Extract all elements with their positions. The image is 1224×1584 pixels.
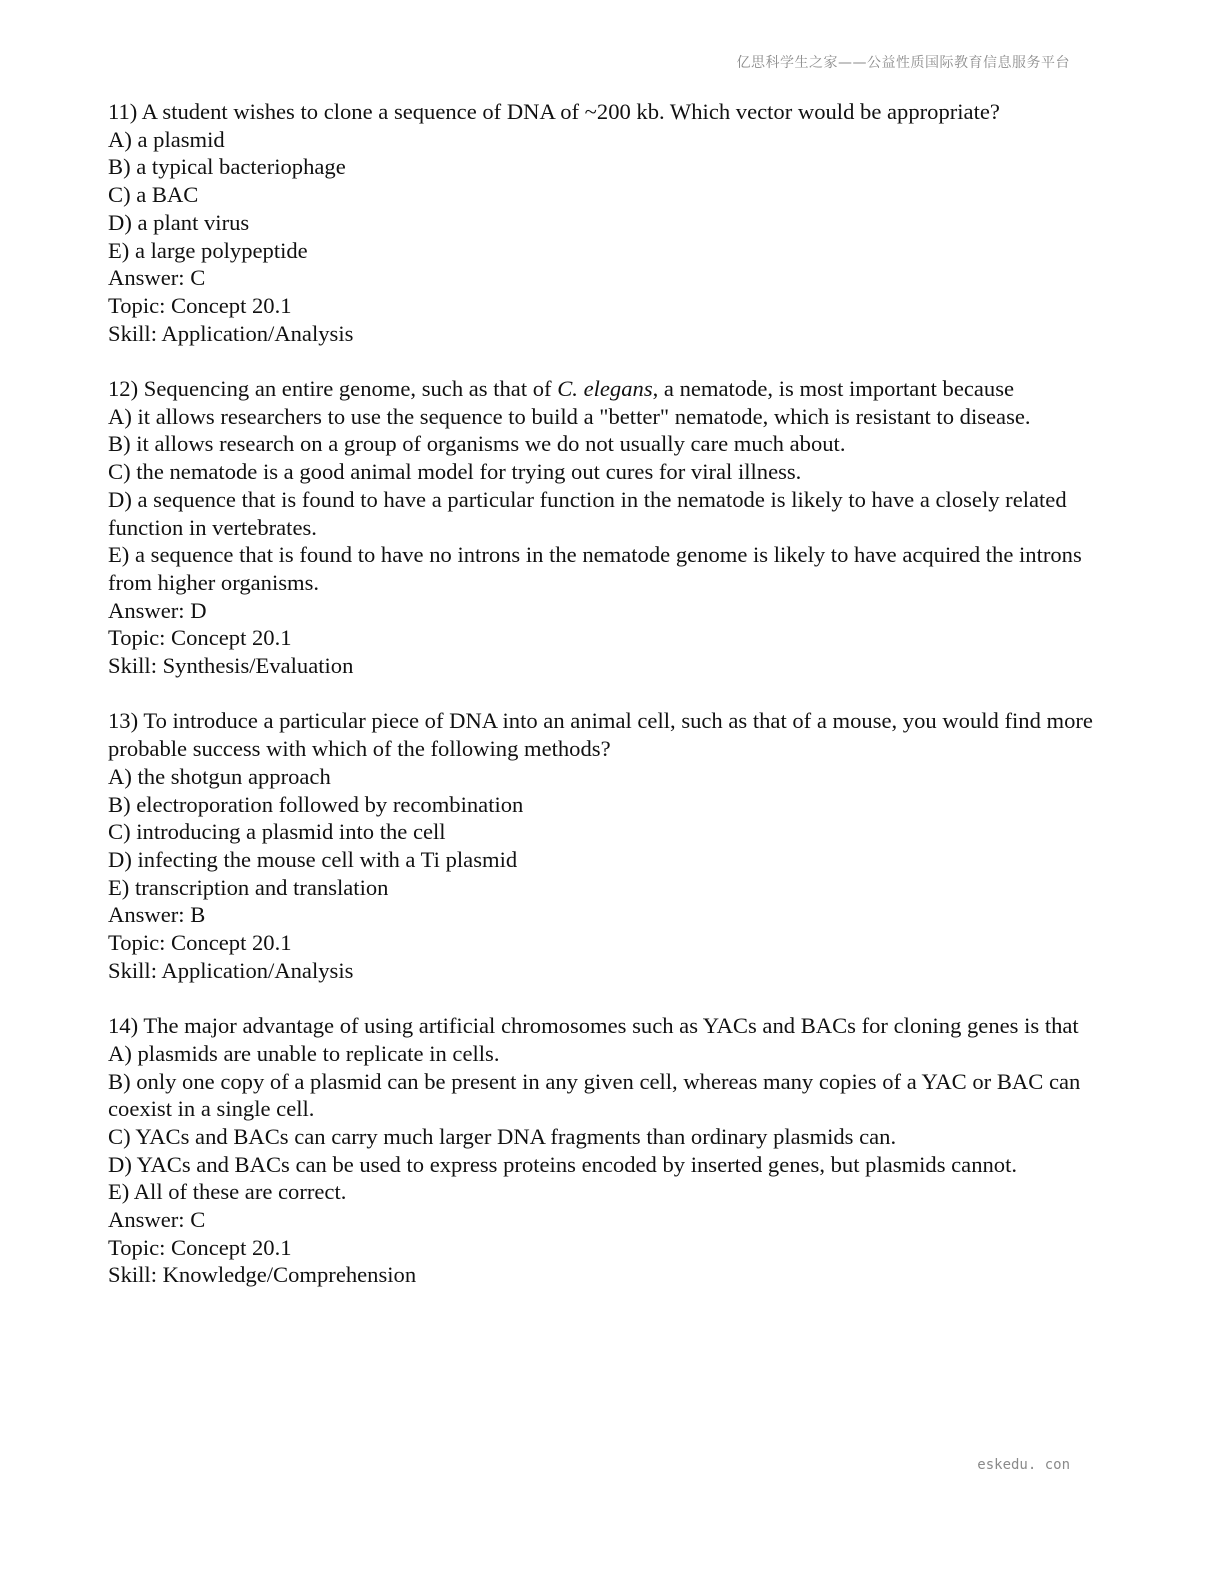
answer-line: Answer: B <box>108 902 206 928</box>
question-12 <box>108 375 1108 680</box>
question-stem: 13) To introduce a particular piece of DNA into an animal cell, such as that of a mouse, you would find more probable success with which of the following methods? <box>108 708 1093 762</box>
stem-text-after: , a nematode, is most important because <box>652 376 1015 402</box>
page-footer: eskedu. con <box>977 1457 1070 1473</box>
skill-line: Skill: Application/Analysis <box>108 957 354 983</box>
option-e: E) transcription and translation <box>108 874 389 900</box>
option-c: C) YACs and BACs can carry much larger DNA fragments than ordinary plasmids can. <box>108 1123 897 1149</box>
skill-line: Skill: Application/Analysis <box>108 320 354 346</box>
option-d: D) a plant virus <box>108 209 250 235</box>
stem-species-name: C. elegans <box>557 376 653 402</box>
option-d: D) YACs and BACs can be used to express proteins encoded by inserted genes, but plasmids cannot. <box>108 1151 1018 1177</box>
option-d: D) infecting the mouse cell with a Ti plasmid <box>108 846 518 872</box>
option-c: C) introducing a plasmid into the cell <box>108 819 446 845</box>
question-11 <box>108 98 1108 347</box>
answer-line: Answer: C <box>108 265 206 291</box>
option-e: E) a sequence that is found to have no introns in the nematode genome is likely to have acquired the introns from higher organisms. <box>108 542 1082 595</box>
question-13 <box>108 707 1108 984</box>
option-d: D) a sequence that is found to have a particular function in the nematode is likely to have a closely related function in vertebrates. <box>108 486 1067 540</box>
option-b: B) only one copy of a plasmid can be present in any given cell, whereas many copies of a YAC or BAC can coexist in a single cell. <box>108 1068 1081 1122</box>
topic-line: Topic: Concept 20.1 <box>108 625 292 651</box>
option-a: A) it allows researchers to use the sequence to build a "better" nematode, which is resistant to disease. <box>108 403 1031 429</box>
question-stem: 14) The major advantage of using artificial chromosomes such as YACs and BACs for cloning genes is that <box>108 1013 1079 1039</box>
option-a: A) plasmids are unable to replicate in cells. <box>108 1040 500 1066</box>
stem-text-before: 12) Sequencing an entire genome, such as that of <box>108 376 558 402</box>
topic-line: Topic: Concept 20.1 <box>108 930 292 956</box>
option-c: C) the nematode is a good animal model for trying out cures for viral illness. <box>108 459 802 485</box>
option-b: B) it allows research on a group of organisms we do not usually care much about. <box>108 431 846 457</box>
option-a: A) a plasmid <box>108 126 225 152</box>
option-b: B) electroporation followed by recombination <box>108 791 524 817</box>
answer-line: Answer: C <box>108 1207 206 1233</box>
question-list <box>108 98 1108 1317</box>
option-e: E) All of these are correct. <box>108 1179 347 1205</box>
option-a: A) the shotgun approach <box>108 763 331 789</box>
answer-line: Answer: D <box>108 597 207 623</box>
question-stem <box>108 375 1108 403</box>
page-header: 亿思科学生之家——公益性质国际教育信息服务平台 <box>736 55 1070 71</box>
option-e: E) a large polypeptide <box>108 237 308 263</box>
skill-line: Skill: Knowledge/Comprehension <box>108 1262 417 1288</box>
skill-line: Skill: Synthesis/Evaluation <box>108 653 354 679</box>
question-14 <box>108 1012 1108 1289</box>
option-b: B) a typical bacteriophage <box>108 154 346 180</box>
question-stem: 11) A student wishes to clone a sequence of DNA of ~200 kb. Which vector would be appropriate? <box>108 99 1000 124</box>
topic-line: Topic: Concept 20.1 <box>108 1234 292 1260</box>
topic-line: Topic: Concept 20.1 <box>108 292 292 318</box>
option-c: C) a BAC <box>108 182 199 208</box>
